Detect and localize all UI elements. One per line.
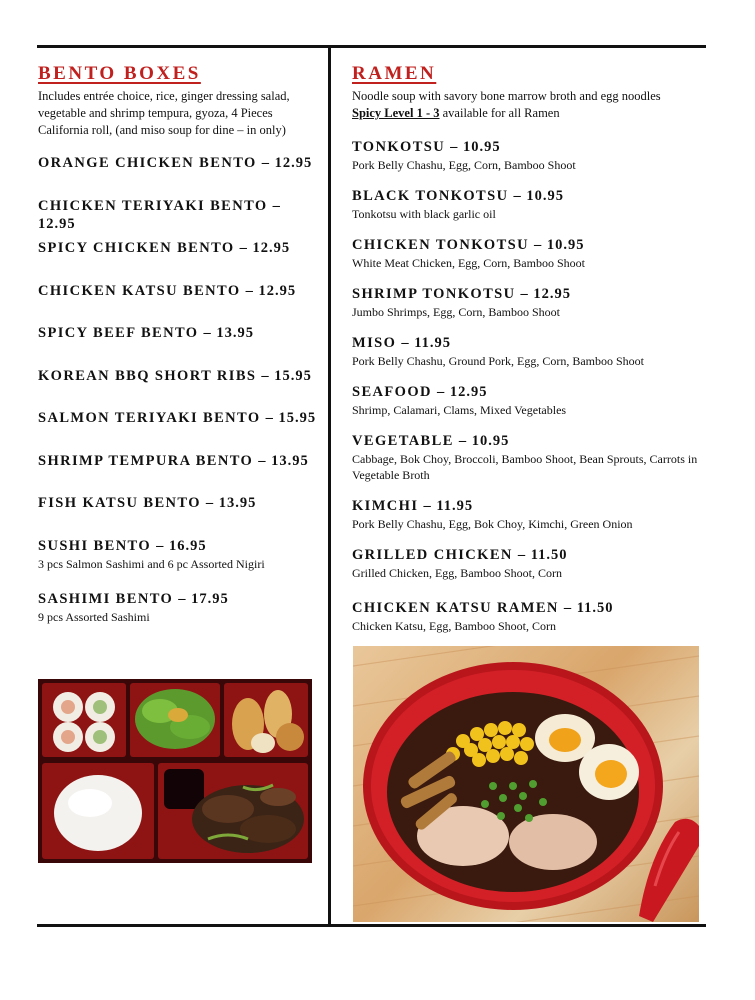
item-price: – 12.95 [239, 240, 291, 256]
item-name: GRILLED CHICKEN [352, 547, 513, 563]
item-name: SEAFOOD [352, 384, 432, 400]
bento-box-photo [38, 679, 312, 863]
item-description: Tonkotsu with black garlic oil [352, 207, 496, 221]
item-description: Cabbage, Bok Choy, Broccoli, Bamboo Shoot, Bean Sprouts, Carrots in Vegetable Broth [352, 452, 698, 482]
item-description: Pork Belly Chashu, Egg, Bok Choy, Kimchi, Green Onion [352, 517, 633, 531]
item-price: – 10.95 [513, 188, 564, 204]
item-name: SASHIMI BENTO [38, 590, 174, 607]
spicy-level-note: available for all Ramen [439, 106, 560, 120]
item-name: CHICKEN KATSU RAMEN [352, 600, 559, 616]
ramen-bowl-photo [353, 646, 699, 922]
item-description: Jumbo Shrimps, Egg, Corn, Bamboo Shoot [352, 305, 561, 319]
ramen-intro: Noodle soup with savory bone marrow broth and egg noodles [352, 89, 661, 103]
item-price: – 17.95 [178, 590, 229, 607]
item-price: – 11.50 [517, 547, 568, 563]
item-description: Pork Belly Chashu, Egg, Corn, Bamboo Shoot [352, 158, 576, 172]
item-description: White Meat Chicken, Egg, Corn, Bamboo Shoot [352, 256, 585, 270]
item-price: – 12.95 [245, 282, 297, 299]
menu-item [38, 367, 320, 410]
item-name: SHRIMP TEMPURA BENTO [38, 452, 254, 469]
column-divider [328, 45, 331, 927]
menu-item [352, 334, 702, 369]
item-name: KOREAN BBQ SHORT RIBS [38, 367, 257, 384]
menu-item [38, 239, 320, 282]
menu-item [38, 590, 320, 643]
item-name: SPICY CHICKEN BENTO [38, 240, 235, 256]
item-name: MISO [352, 335, 397, 351]
item-price: – 13.95 [205, 495, 257, 511]
item-description: Shrimp, Calamari, Clams, Mixed Vegetables [352, 403, 567, 417]
item-name: SUSHI BENTO [38, 537, 152, 554]
bento-intro: Includes entrée choice, rice, ginger dressing salad, vegetable and shrimp tempura, gyoza, 4 Pieces California roll, (and miso soup for dine – in only) [38, 89, 290, 137]
menu-item [352, 599, 702, 634]
item-description: 3 pcs Salmon Sashimi and 6 pc Assorted Nigiri [38, 556, 265, 571]
item-name: ORANGE CHICKEN BENTO [38, 155, 257, 171]
item-name: SALMON TERIYAKI BENTO [38, 410, 261, 426]
item-price: – 12.95 [436, 384, 488, 400]
menu-item [38, 494, 320, 537]
menu-item [352, 138, 702, 173]
item-price: – 11.95 [423, 498, 474, 514]
menu-item [352, 236, 702, 271]
item-price: – 15.95 [265, 410, 317, 426]
item-price: – 11.95 [401, 335, 452, 351]
bottom-rule [37, 924, 706, 927]
bento-box-illustration [38, 679, 312, 863]
menu-item [38, 452, 320, 495]
ramen-section [352, 62, 702, 648]
item-description: Pork Belly Chashu, Ground Pork, Egg, Corn, Bamboo Shoot [352, 354, 645, 368]
item-price: – 13.95 [203, 325, 254, 341]
bento-section [38, 62, 320, 643]
item-price: – 15.95 [261, 367, 312, 384]
bento-title: BENTO BOXES [38, 63, 201, 84]
menu-item [38, 537, 320, 590]
menu-item [38, 282, 320, 325]
menu-item [352, 546, 702, 581]
menu-item [38, 154, 320, 197]
item-price: – 10.95 [450, 139, 501, 155]
item-price: – 16.95 [156, 537, 207, 554]
item-name: FISH KATSU BENTO [38, 495, 201, 511]
ramen-title: RAMEN [352, 63, 437, 84]
menu-item [352, 187, 702, 222]
item-price: – 11.50 [563, 600, 614, 616]
item-name: SPICY BEEF BENTO [38, 325, 199, 341]
item-description: Grilled Chicken, Egg, Bamboo Shoot, Corn [352, 566, 562, 580]
item-name: VEGETABLE [352, 433, 454, 449]
item-price: – 12.95 [38, 197, 281, 232]
bento-list [38, 154, 320, 643]
menu-item [38, 324, 320, 367]
item-price: – 10.95 [534, 237, 585, 253]
menu-item [352, 285, 702, 320]
item-price: – 12.95 [520, 286, 572, 302]
item-name: KIMCHI [352, 498, 419, 514]
item-name: CHICKEN TERIYAKI BENTO [38, 197, 268, 214]
menu-item [352, 497, 702, 532]
item-name: CHICKEN TONKOTSU [352, 237, 529, 253]
item-name: BLACK TONKOTSU [352, 188, 509, 204]
item-name: TONKOTSU [352, 139, 446, 155]
top-rule [37, 45, 706, 48]
item-description: Chicken Katsu, Egg, Bamboo Shoot, Corn [352, 619, 556, 633]
menu-item [352, 383, 702, 418]
item-price: – 12.95 [261, 155, 313, 171]
item-name: SHRIMP TONKOTSU [352, 286, 516, 302]
menu-item [38, 409, 320, 452]
item-price: – 13.95 [258, 452, 309, 469]
item-name: CHICKEN KATSU BENTO [38, 282, 241, 299]
spicy-level-label: Spicy Level 1 - 3 [352, 106, 440, 120]
ramen-bowl-illustration [353, 646, 699, 922]
item-description: 9 pcs Assorted Sashimi [38, 609, 150, 624]
menu-item [38, 197, 320, 240]
ramen-list [352, 138, 702, 634]
item-price: – 10.95 [458, 433, 510, 449]
menu-item [352, 432, 702, 483]
